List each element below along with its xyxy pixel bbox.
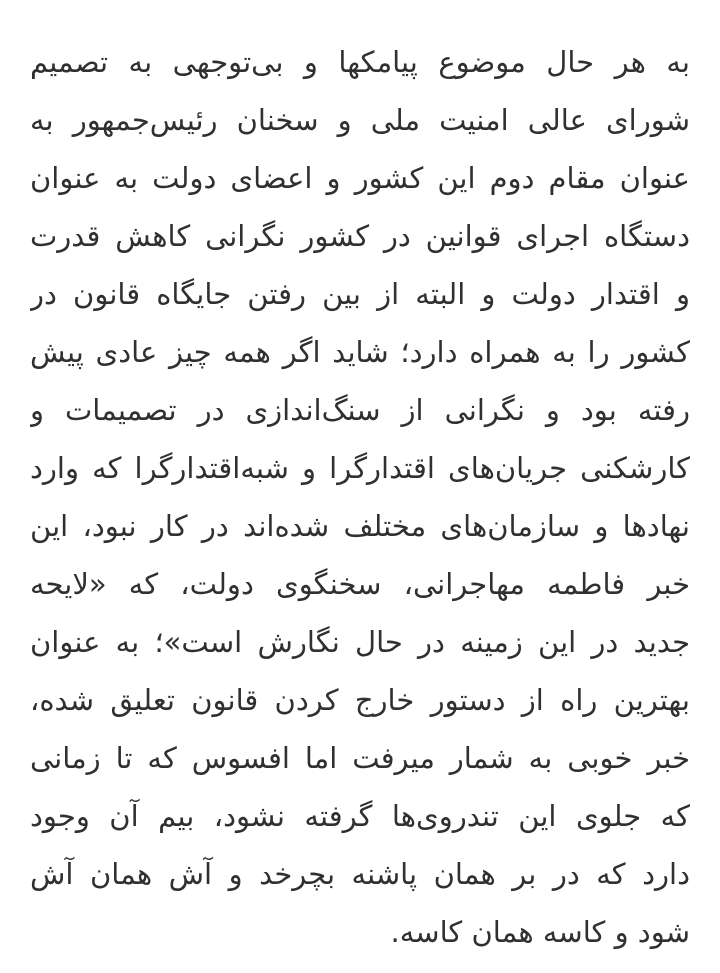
paragraph-line: دستگاه اجرای قوانین در کشور نگرانی کاهش قدرت <box>30 219 690 253</box>
paragraph-line: شورای عالی امنیت ملی و سخنان رئیس‌جمهور به <box>30 103 690 137</box>
paragraph-line: به هر حال موضوع پیامکها و بی‌توجهی به تصمیم <box>30 45 690 79</box>
paragraph-line: که جلوی این تندروی‌ها گرفته نشود، بیم آن وجود <box>30 799 690 833</box>
paragraph-line: شود و کاسه همان کاسه. <box>390 915 690 949</box>
paragraph-line: خبر خوبی به شمار میرفت اما افسوس که تا زمانی <box>30 741 690 775</box>
paragraph-line: نهادها و سازمان‌های مختلف شده‌اند در کار نبود، این <box>30 509 690 543</box>
paragraph-line: کشور را به همراه دارد؛ شاید اگر همه چیز عادی پیش <box>30 335 690 369</box>
paragraph-line: کارشکنی جریان‌های اقتدارگرا و شبه‌اقتدارگرا که وارد <box>30 451 690 485</box>
paragraph-line: جدید در این زمینه در حال نگارش است»؛ به عنوان <box>30 625 690 659</box>
paragraph-line: خبر فاطمه مهاجرانی، سخنگوی دولت، که «لایحه <box>30 567 690 601</box>
paragraph-line: بهترین راه از دستور خارج کردن قانون تعلیق شده، <box>30 683 690 717</box>
paragraph-line: عنوان مقام دوم این کشور و اعضای دولت به عنوان <box>30 161 690 195</box>
paragraph-line: دارد که در بر همان پاشنه بچرخد و آش همان آش <box>30 857 690 891</box>
paragraph-line: رفته بود و نگرانی از سنگ‌اندازی در تصمیمات و <box>30 393 690 427</box>
paragraph-line: و اقتدار دولت و البته از بین رفتن جایگاه قانون در <box>30 277 690 311</box>
